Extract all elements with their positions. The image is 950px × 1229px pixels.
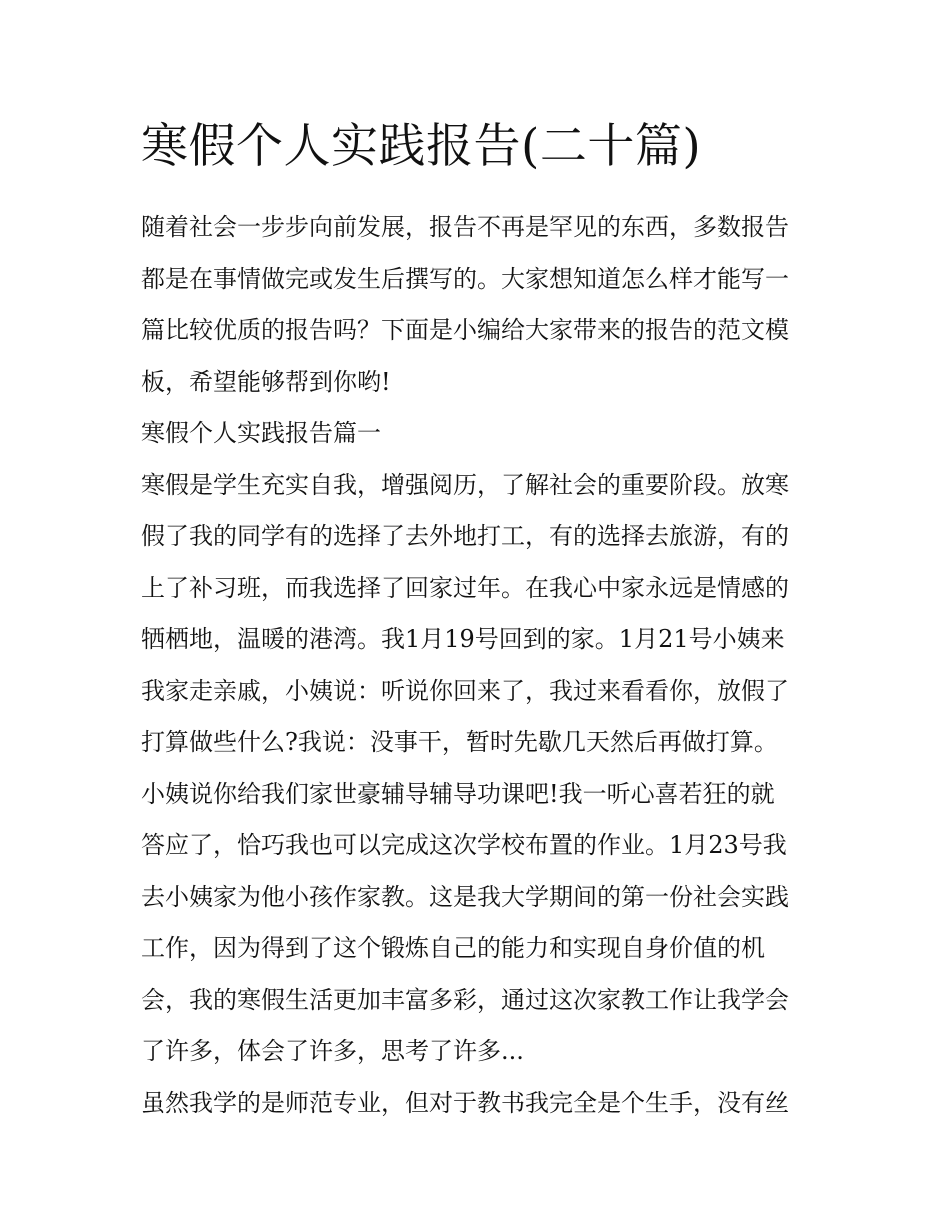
text-line: 打算做些什么?我说：没事干，暂时先歇几天然后再做打算。 bbox=[141, 728, 778, 756]
text-line: 答应了，恰巧我也可以完成这次学校布置的作业。1月23号我 bbox=[141, 831, 787, 859]
document-body bbox=[141, 202, 813, 1129]
text-line: 都是在事情做完或发生后撰写的。大家想知道怎么样才能写一 bbox=[141, 264, 789, 293]
text-line: 虽然我学的是师范专业，但对于教书我完全是个生手，没有丝 bbox=[141, 1088, 789, 1117]
text-line: 了许多，体会了许多，思考了许多... bbox=[141, 1037, 524, 1065]
document-title: 寒假个人实践报告(二十篇) bbox=[141, 119, 702, 174]
text-line: 随着社会一步步向前发展，报告不再是罕见的东西，多数报告 bbox=[141, 213, 789, 241]
text-line: 会，我的寒假生活更加丰富多彩，通过这次家教工作让我学会 bbox=[141, 985, 789, 1014]
text-line: 工作，因为得到了这个锻炼自己的能力和实现自身价值的机 bbox=[141, 934, 765, 962]
document-page bbox=[141, 112, 813, 1129]
text-line: 板，希望能够帮到你哟! bbox=[141, 367, 391, 396]
text-line: 小姨说你给我们家世豪辅导辅导功课吧!我一听心喜若狂的就 bbox=[141, 779, 775, 808]
text-line: 上了补习班，而我选择了回家过年。在我心中家永远是情感的 bbox=[141, 573, 789, 602]
text-line: 篇比较优质的报告吗？下面是小编给大家带来的报告的范文模 bbox=[141, 316, 789, 344]
text-line: 牺栖地，温暖的港湾。我1月19号回到的家。1月21号小姨来 bbox=[141, 625, 785, 653]
text-line: 我家走亲戚，小姨说：听说你回来了，我过来看看你，放假了 bbox=[141, 676, 789, 705]
text-line: 去小姨家为他小孩作家教。这是我大学期间的第一份社会实践 bbox=[141, 882, 789, 911]
section-heading: 寒假个人实践报告篇一 bbox=[141, 419, 381, 447]
text-line: 寒假是学生充实自我，增强阅历，了解社会的重要阶段。放寒 bbox=[141, 470, 789, 499]
text-line: 假了我的同学有的选择了去外地打工，有的选择去旅游，有的 bbox=[141, 522, 789, 550]
